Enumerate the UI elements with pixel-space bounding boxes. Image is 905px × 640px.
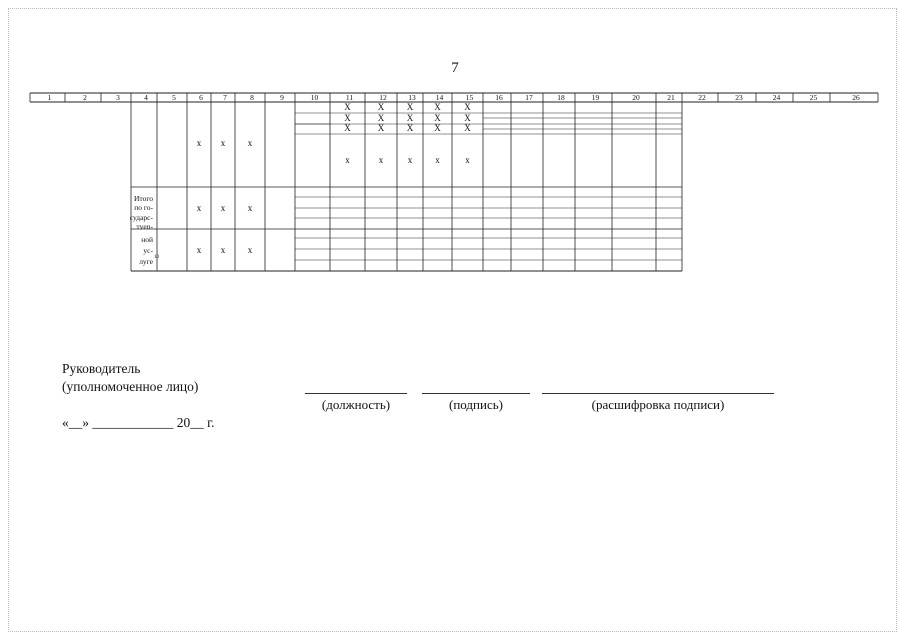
signature-caption: (подпись)	[449, 397, 503, 412]
total-label-line: тven-	[136, 222, 153, 231]
column-number-18: 18	[557, 93, 565, 102]
x-mark: X	[344, 102, 351, 112]
column-number-2: 2	[83, 93, 87, 102]
position-line	[305, 393, 407, 394]
head-subtitle: (уполномоченное лицо)	[62, 379, 199, 394]
total-label-footnote: 10	[154, 255, 159, 260]
page-number: 7	[451, 60, 459, 76]
column-number-16: 16	[495, 93, 503, 102]
x-mark: x	[196, 138, 202, 148]
signatory-block	[62, 360, 198, 396]
column-number-23: 23	[735, 93, 743, 102]
column-number-6: 6	[199, 93, 203, 102]
total-label-line: сударс-	[129, 213, 153, 222]
position-caption: (должность)	[321, 397, 391, 412]
column-number-7: 7	[223, 93, 227, 102]
x-mark: x	[465, 155, 470, 165]
x-mark: X	[464, 113, 471, 123]
x-mark: X	[406, 113, 414, 123]
column-number-11: 11	[345, 93, 354, 102]
column-number-5: 5	[172, 93, 176, 102]
column-number-17: 17	[525, 93, 533, 102]
column-number-26: 26	[852, 93, 860, 102]
column-number-25: 25	[809, 93, 818, 102]
x-mark: x	[345, 155, 350, 165]
x-mark: x	[247, 245, 253, 255]
x-mark: x	[196, 203, 202, 213]
column-number-13: 13	[408, 93, 416, 102]
column-number-4: 4	[144, 93, 148, 102]
x-mark: x	[220, 138, 226, 148]
x-mark: X	[377, 102, 385, 112]
date-line: «__» ____________ 20__ г.	[62, 415, 215, 430]
x-mark: x	[220, 245, 226, 255]
decoding-caption: (расшифровка подписи)	[591, 397, 725, 412]
column-number-1: 1	[47, 93, 52, 102]
column-number-3: 3	[116, 93, 120, 102]
column-number-19: 19	[591, 93, 600, 102]
x-mark: X	[464, 102, 471, 112]
total-label-line: луге	[139, 257, 153, 266]
x-mark: X	[434, 123, 441, 133]
x-mark: X	[344, 123, 351, 133]
column-number-22: 22	[698, 93, 706, 102]
x-mark: X	[377, 123, 385, 133]
x-mark: X	[464, 123, 471, 133]
x-mark: x	[407, 155, 413, 165]
x-mark: X	[434, 102, 441, 112]
column-number-12: 12	[379, 93, 387, 102]
column-number-9: 9	[280, 93, 284, 102]
x-mark: X	[344, 113, 351, 123]
column-number-20: 20	[632, 93, 640, 102]
x-mark: x	[247, 203, 253, 213]
column-number-24: 24	[772, 93, 781, 102]
column-number-21: 21	[667, 93, 675, 102]
x-mark: x	[220, 203, 226, 213]
total-label-line: ной	[141, 235, 153, 244]
x-mark: x	[435, 155, 440, 165]
x-mark: x	[196, 245, 202, 255]
x-mark: x	[247, 138, 253, 148]
head-title: Руководитель	[62, 361, 141, 376]
x-mark: x	[378, 155, 384, 165]
column-number-15: 15	[465, 93, 474, 102]
x-mark: X	[406, 102, 414, 112]
column-number-8: 8	[250, 93, 254, 102]
total-label-line: ус-	[143, 246, 153, 255]
decoding-line	[542, 393, 774, 394]
x-mark: X	[434, 113, 441, 123]
column-number-10: 10	[310, 93, 319, 102]
total-label-line: Итого	[134, 194, 153, 203]
total-label-line: по го-	[134, 203, 153, 212]
x-mark: X	[377, 113, 385, 123]
column-number-14: 14	[435, 93, 444, 102]
x-mark: X	[406, 123, 414, 133]
signature-line	[422, 393, 530, 394]
